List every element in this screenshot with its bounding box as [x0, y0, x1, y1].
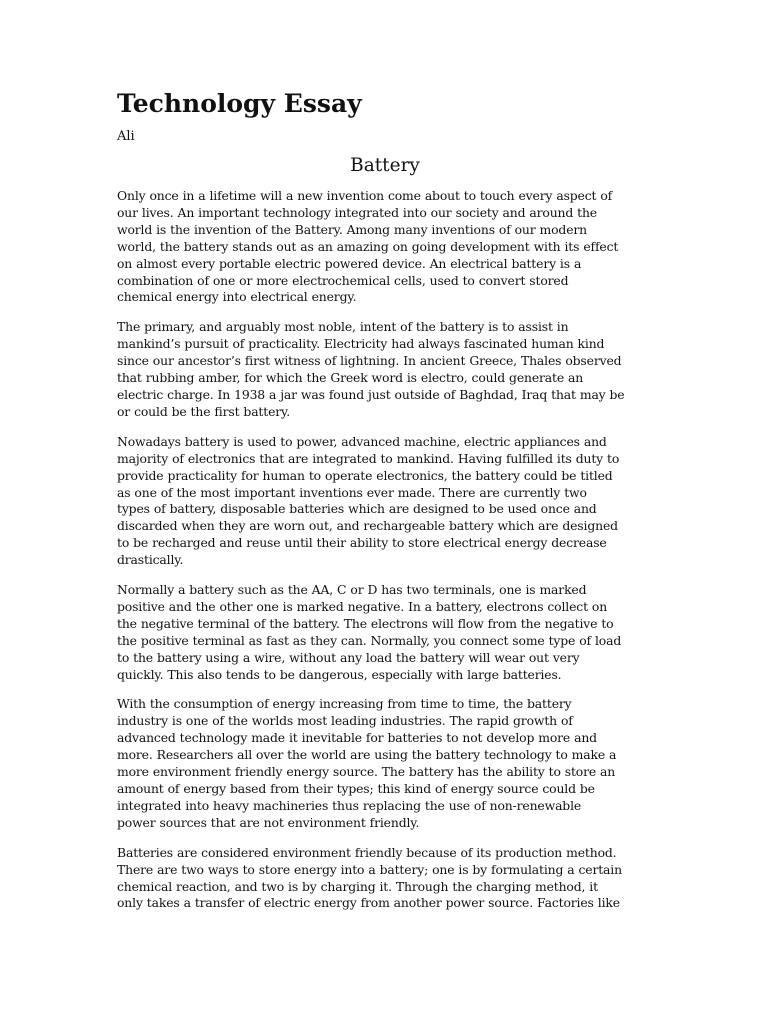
- paragraph-line: drastically.: [117, 552, 184, 568]
- paragraph-line: industry is one of the worlds most leading industries. The rapid growth of: [117, 713, 573, 729]
- paragraph-line: to the battery using a wire, without any load the battery will wear out very: [117, 649, 580, 665]
- paragraph-line: provide practicality for human to operate electronics, the battery could be titled: [117, 467, 613, 483]
- section-title: Battery: [350, 155, 420, 176]
- paragraph-line: more environment friendly energy source. The battery has the ability to store an: [117, 764, 616, 780]
- document-title: Technology Essay: [117, 89, 362, 118]
- paragraph: [117, 188, 653, 306]
- paragraph: [117, 845, 653, 913]
- paragraph: [117, 434, 653, 569]
- paragraph-line: since our ancestor’s first witness of lightning. In ancient Greece, Thales observed: [117, 353, 622, 369]
- paragraph-line: quickly. This also tends to be dangerous, especially with large batteries.: [117, 666, 562, 682]
- paragraph-line: or could be the first battery.: [117, 403, 291, 419]
- paragraph-line: electric charge. In 1938 a jar was found just outside of Baghdad, Iraq that may be: [117, 386, 625, 402]
- essay-paragraphs: [117, 188, 653, 912]
- author-name: Ali: [117, 129, 135, 144]
- document-body: [117, 86, 653, 925]
- paragraph-line: as one of the most important inventions ever made. There are currently two: [117, 484, 587, 500]
- paragraph-line: Only once in a lifetime will a new invention come about to touch every aspect of: [117, 188, 613, 203]
- paragraph-line: the positive terminal as fast as they can. Normally, you connect some type of load: [117, 632, 622, 648]
- paragraph-line: Nowadays battery is used to power, advanced machine, electric appliances and: [117, 433, 607, 449]
- paragraph-line: world, the battery stands out as an amazing on going development with its effect: [117, 238, 619, 254]
- paragraph-line: the negative terminal of the battery. The electrons will flow from the negative to: [117, 615, 614, 631]
- paragraph-line: our lives. An important technology integrated into our society and around the: [117, 204, 597, 220]
- paragraph-line: world is the invention of the Battery. Among many inventions of our modern: [117, 221, 588, 237]
- paragraph-line: Normally a battery such as the AA, C or D has two terminals, one is marked: [117, 582, 587, 598]
- paragraph-line: power sources that are not environment friendly.: [117, 814, 420, 830]
- paragraph-line: positive and the other one is marked negative. In a battery, electrons collect on: [117, 598, 608, 614]
- paragraph-line: more. Researchers all over the world are using the battery technology to make a: [117, 747, 617, 763]
- paragraph-line: types of battery, disposable batteries which are designed to be used once and: [117, 501, 597, 517]
- paragraph-line: to be recharged and reuse until their ability to store electrical energy decrease: [117, 535, 607, 551]
- paragraph-line: discarded when they are worn out, and rechargeable battery which are designed: [117, 518, 618, 534]
- paragraph-line: integrated into heavy machineries thus replacing the use of non-renewable: [117, 797, 582, 813]
- paragraph-line: that rubbing amber, for which the Greek word is electro, could generate an: [117, 370, 584, 386]
- paragraph-line: only takes a transfer of electric energy from another power source. Factories like: [117, 895, 620, 911]
- paragraph-line: chemical reaction, and two is by charging it. Through the charging method, it: [117, 878, 598, 894]
- paragraph-line: mankind’s pursuit of practicality. Electricity had always fascinated human kind: [117, 336, 605, 352]
- paragraph: [117, 582, 653, 683]
- paragraph-line: on almost every portable electric powered device. An electrical battery is a: [117, 255, 582, 271]
- paragraph-line: chemical energy into electrical energy.: [117, 289, 357, 305]
- paragraph-line: With the consumption of energy increasing from time to time, the battery: [117, 696, 572, 712]
- paragraph: [117, 696, 653, 831]
- paragraph-line: advanced technology made it inevitable for batteries to not develop more and: [117, 730, 597, 746]
- paragraph-line: majority of electronics that are integrated to mankind. Having fulfilled its duty to: [117, 450, 620, 466]
- paragraph-line: Batteries are considered environment friendly because of its production method.: [117, 844, 617, 860]
- paragraph: [117, 319, 653, 420]
- paragraph-line: The primary, and arguably most noble, intent of the battery is to assist in: [117, 319, 569, 335]
- paragraph-line: combination of one or more electrochemical cells, used to convert stored: [117, 272, 569, 288]
- paragraph-line: amount of energy based from their types; this kind of energy source could be: [117, 781, 595, 796]
- paragraph-line: There are two ways to store energy into a battery; one is by formulating a certain: [117, 861, 622, 877]
